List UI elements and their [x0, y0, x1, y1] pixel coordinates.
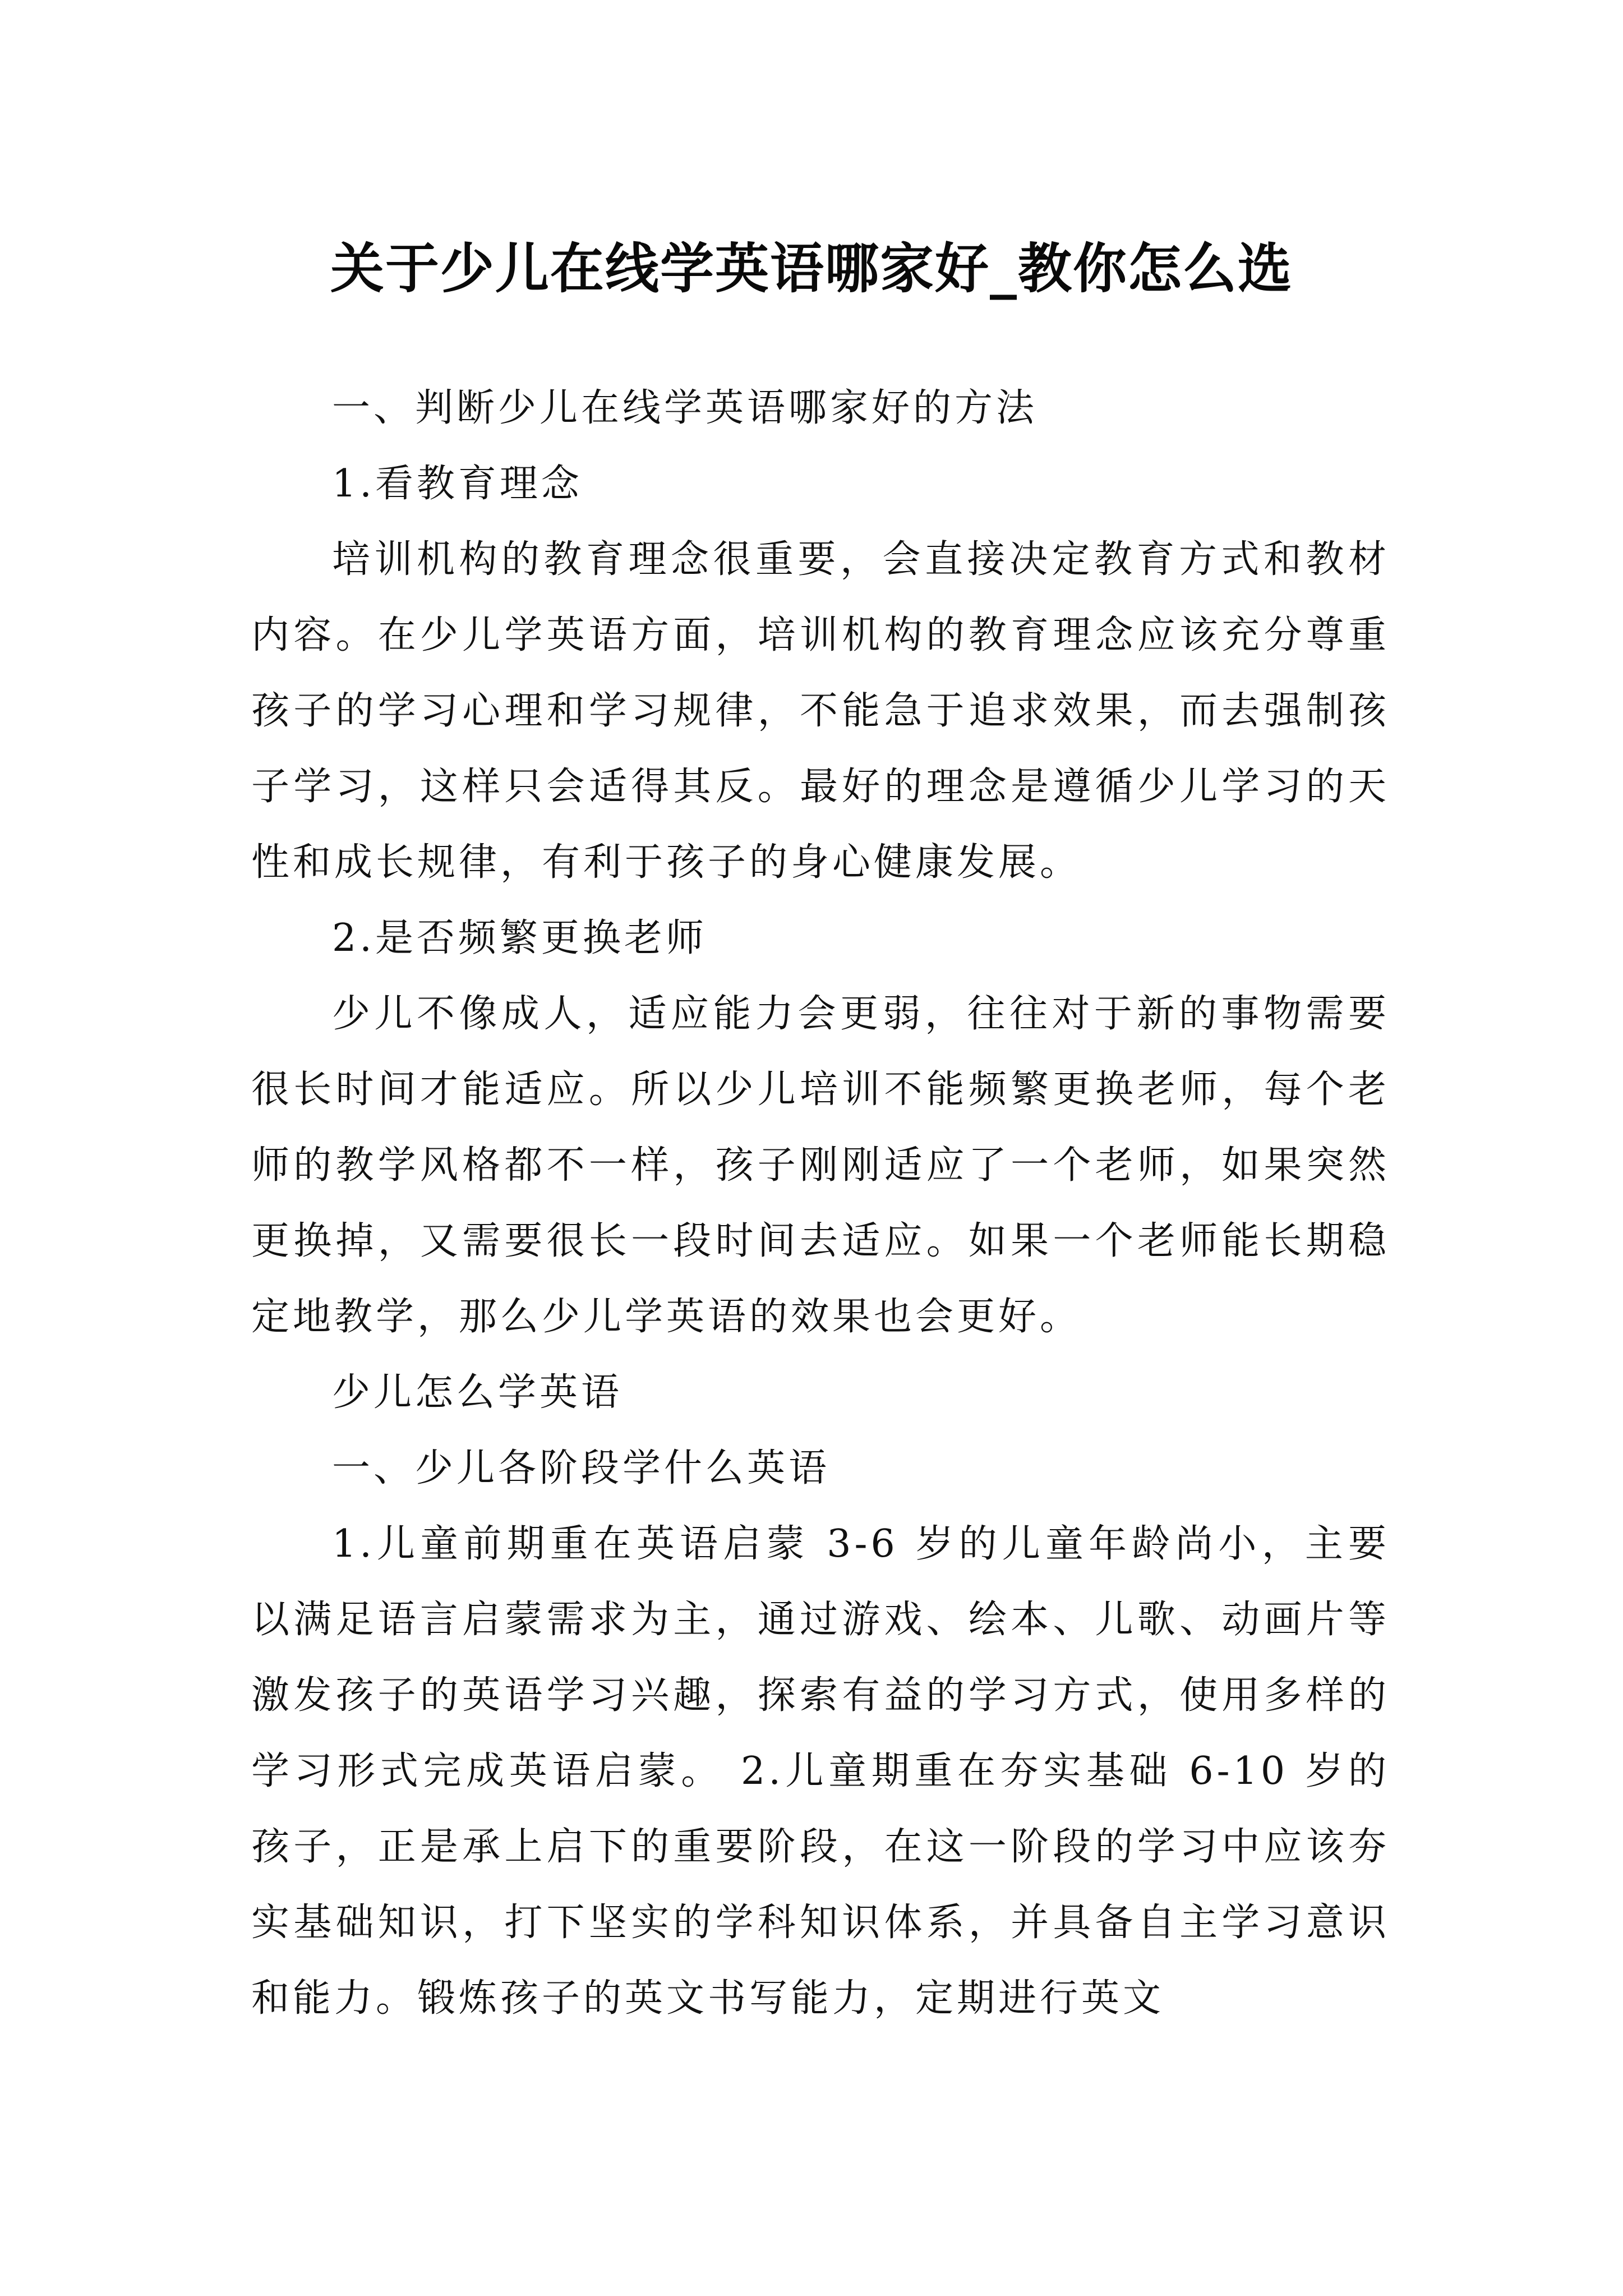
paragraph-section-heading: 一、少儿各阶段学什么英语 [332, 1446, 831, 1490]
paragraph-section-heading: 少儿怎么学英语 [332, 1370, 623, 1415]
document-title: 关于少儿在线学英语哪家好_教你怎么选 [330, 237, 1293, 301]
paragraph-subheading: 1.看教育理念 [332, 462, 583, 506]
paragraph-text: 1.儿童前期重在英语启蒙 3-6 岁的儿童年龄尚小，主要以满足语言启蒙需求为主，通过游戏、绘本、儿歌、动画片等激发孩子的英语学习兴趣，探索有益的学习方式，使用多样的学习形式完成英语启蒙。 2.儿童期重在夯实基础 6-10 岁的孩子，正是承上启下的重要阶段，在这一阶段的学习中应该夯实基础知识，打下坚实的学科知识体系，并具备自主学习意识和能力。锻炼孩子的英文书写能力，定期进行英文 [251, 1522, 1390, 2021]
paragraph-text: 少儿不像成人，适应能力会更弱，往往对于新的事物需要很长时间才能适应。所以少儿培训不能频繁更换老师，每个老师的教学风格都不一样，孩子刚刚适应了一个老师，如果突然更换掉，又需要很长一段时间去适应。如果一个老师能长期稳定地教学，那么少儿学英语的效果也会更好。 [251, 992, 1390, 1339]
document-body [251, 370, 1390, 2036]
paragraph-section-heading: 一、判断少儿在线学英语哪家好的方法 [332, 386, 1038, 430]
paragraph-text: 培训机构的教育理念很重要，会直接决定教育方式和教材内容。在少儿学英语方面，培训机构的教育理念应该充分尊重孩子的学习心理和学习规律，不能急于追求效果，而去强制孩子学习，这样只会适得其反。最好的理念是遵循少儿学习的天性和成长规律，有利于孩子的身心健康发展。 [251, 537, 1390, 885]
paragraph-subheading: 2.是否频繁更换老师 [332, 916, 707, 960]
